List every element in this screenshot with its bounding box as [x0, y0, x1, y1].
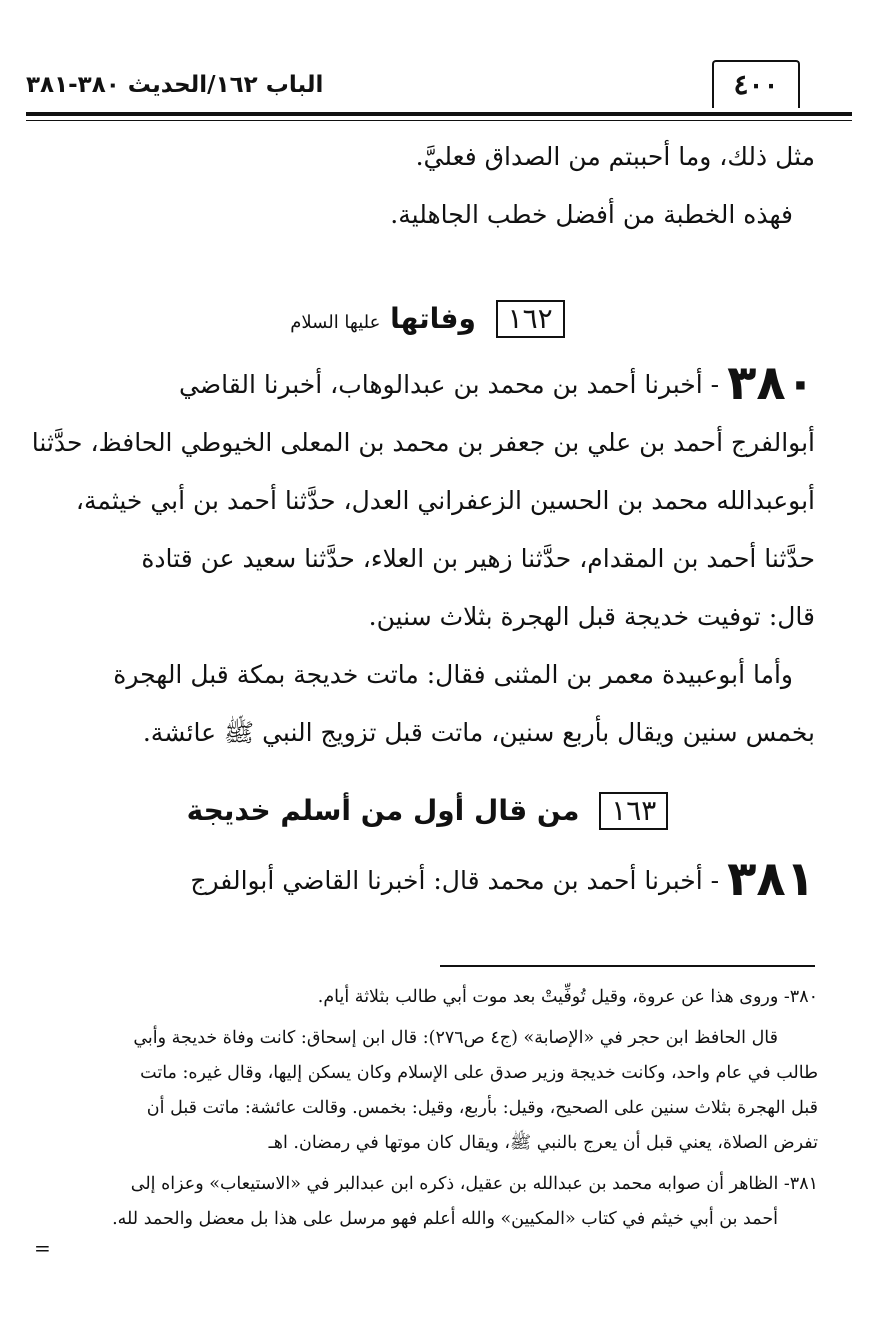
chapter-163-heading — [40, 792, 815, 830]
page-number: ٤٠٠ — [712, 60, 800, 108]
footnote-380 — [36, 980, 818, 1015]
hadith-380-line-1-text: - أخبرنا أحمد بن محمد بن عبدالوهاب، أخبرنا القاضي — [179, 370, 720, 399]
chapter-163-title: من قال أول من أسلم خديجة — [186, 794, 580, 827]
chapter-162-honorific: عليها السلام — [290, 312, 381, 333]
intro-line-1: مثل ذلك، وما أحببتم من الصداق فعليَّ. — [415, 142, 815, 171]
footnote-381 — [36, 1167, 818, 1237]
footnote-380-quote-line-1: قال الحافظ ابن حجر في «الإصابة» (ج٤ ص٢٧٦): قال ابن إسحاق: كانت وفاة خديجة وأبي — [133, 1028, 778, 1048]
hadith-381-number: ٣٨١ — [727, 851, 815, 907]
chapter-163-number: ١٦٣ — [599, 792, 668, 830]
hadith-380-para2-line-1: وأما أبوعبيدة معمر بن المثنى فقال: ماتت خديجة بمكة قبل الهجرة — [113, 660, 793, 689]
hadith-381 — [40, 850, 815, 910]
chapter-162-title: وفاتها — [390, 302, 476, 335]
hadith-380-line-4: حدَّثنا أحمد بن المقدام، حدَّثنا زهير بن العلاء، حدَّثنا سعيد عن قتادة — [141, 544, 815, 573]
footnote-380-quote — [36, 1021, 818, 1161]
running-head: الباب ١٦٢/الحديث ٣٨٠-٣٨١ — [26, 72, 324, 98]
header-rule-thick — [26, 112, 852, 116]
footnote-380-quote-line-2: طالب في عام واحد، وكانت خديجة وزير صدق على الإسلام وكان يسكن إليها، وقال غيره: ماتت — [140, 1063, 818, 1083]
hadith-380-line-2: أبوالفرج أحمد بن علي بن جعفر بن محمد بن المعلى الخيوطي الحافظ، حدَّثنا — [31, 428, 815, 457]
footnote-380-quote-line-3: قبل الهجرة بثلاث سنين على الصحيح، وقيل: بأربع، وقيل: بخمس. وقالت عائشة: ماتت قبل أن — [146, 1098, 818, 1118]
footnote-continuation-mark: = — [34, 1236, 51, 1260]
chapter-162-number: ١٦٢ — [496, 300, 565, 338]
footnote-380-line-1: ٣٨٠- وروى هذا عن عروة، وقيل تُوفِّيتْ بعد موت أبي طالب بثلاثة أيام. — [317, 987, 818, 1007]
header-rule-thin — [26, 120, 852, 121]
footnote-381-line-2: أحمد بن أبي خيثم في كتاب «المكيين» والله أعلم فهو مرسل على هذا بل معضل والحمد لله. — [112, 1209, 778, 1229]
hadith-381-line-1-text: - أخبرنا أحمد بن محمد قال: أخبرنا القاضي أبوالفرج — [190, 866, 720, 895]
intro-text — [40, 128, 815, 244]
hadith-381-line-1 — [40, 850, 815, 910]
hadith-380-para2-line-2: بخمس سنين ويقال بأربع سنين، ماتت قبل تزويج النبي ﷺ عائشة. — [142, 718, 815, 747]
hadith-380-number: ٣٨٠ — [727, 355, 815, 411]
hadith-380-line-1 — [40, 354, 815, 414]
footnotes — [36, 980, 818, 1243]
footnote-380-quote-line-4: تفرض الصلاة، يعني قبل أن يعرج بالنبي ﷺ، ويقال كان موتها في رمضان. اهـ — [268, 1133, 818, 1153]
hadith-380-line-5: قال: توفيت خديجة قبل الهجرة بثلاث سنين. — [368, 602, 815, 631]
hadith-380-line-3: أبوعبدالله محمد بن الحسين الزعفراني العدل، حدَّثنا أحمد بن أبي خيثمة، — [75, 486, 815, 515]
footnote-separator — [440, 965, 815, 967]
hadith-380 — [31, 354, 815, 762]
footnote-381-line-1: ٣٨١- الظاهر أن صوابه محمد بن عبدالله بن عقيل، ذكره ابن عبدالبر في «الاستيعاب» وعزاه إلى — [130, 1174, 818, 1194]
chapter-162-heading — [40, 300, 815, 338]
intro-line-2: فهذه الخطبة من أفضل خطب الجاهلية. — [390, 200, 793, 229]
